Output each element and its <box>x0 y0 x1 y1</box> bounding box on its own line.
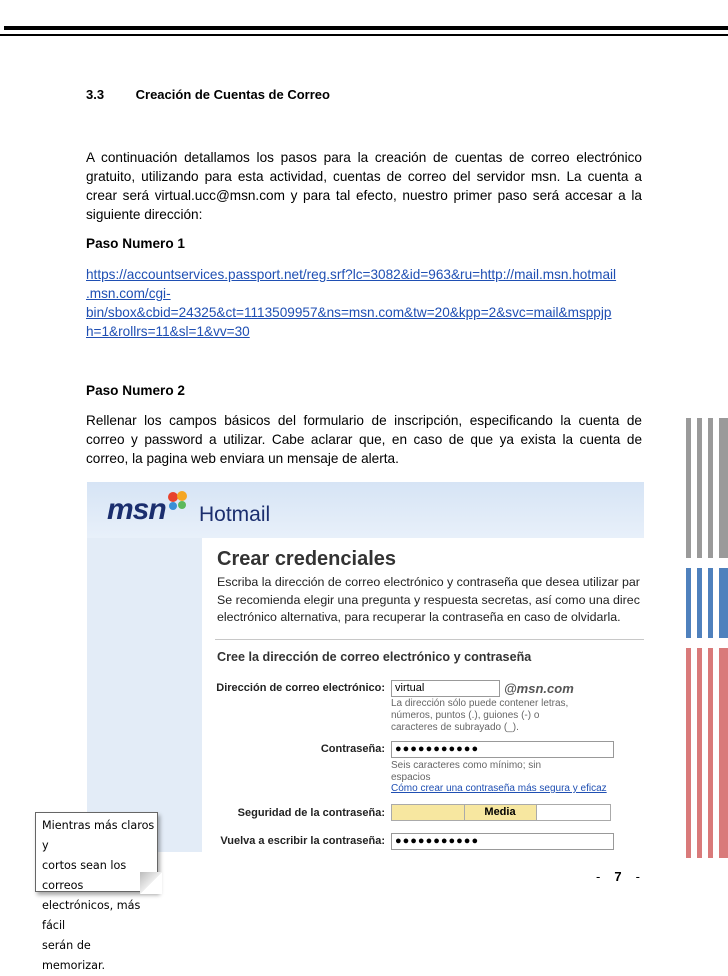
strength-cell <box>392 805 465 820</box>
page-header-bar <box>0 0 728 36</box>
confirm-password-label: Vuelva a escribir la contraseña: <box>220 835 385 847</box>
password-hint <box>391 760 541 784</box>
url-line: bin/sbox&cbid=24325&ct=1113509957&ns=msn.com&tw=20&kpp=2&svc=mail&msppjp <box>86 305 612 320</box>
page-dash: - <box>635 869 640 884</box>
step1-title: Paso Numero 1 <box>86 236 185 251</box>
strength-label: Seguridad de la contraseña: <box>237 807 385 819</box>
form-intro <box>217 574 644 627</box>
hint-line: espacios <box>391 772 431 783</box>
side-tab-gray <box>684 418 728 558</box>
intro-paragraph: A continuación detallamos los pasos para la creación de cuentas de correo electrónico gratuito, utilizando para esta actividad, cuentas de correo del servidor msn. La cuenta a crear será virtual.ucc@msn.com y para tal efecto, nuestro primer paso será accesar a la siguiente dirección: <box>86 150 642 222</box>
page-dash: - <box>596 869 601 884</box>
form-title: Crear credenciales <box>217 548 397 570</box>
msn-logo: msn <box>107 493 166 526</box>
intro-line: Se recomienda elegir una pregunta y respuesta secretas, así como una direc <box>217 592 640 607</box>
intro-line: Escriba la dirección de correo electrónico y contraseña que desea utilizar par <box>217 575 640 589</box>
page-number <box>596 869 640 884</box>
hotmail-logo: Hotmail <box>199 503 271 526</box>
callout-line: serán de memorizar. <box>42 939 106 972</box>
url-line: https://accountservices.passport.net/reg.srf?lc=3082&id=963&ru=http://mail.msn.hotmail <box>86 267 617 282</box>
email-domain: @msn.com <box>504 681 574 696</box>
email-field[interactable]: virtual <box>391 680 500 697</box>
callout-line: electrónicos, más fácil <box>42 899 141 932</box>
divider <box>215 639 644 640</box>
form-subtitle: Cree la dirección de correo electrónico y contraseña <box>217 650 532 664</box>
hint-line: La dirección sólo puede contener letras, <box>391 698 569 709</box>
password-help-link[interactable]: Cómo crear una contraseña más segura y eficaz <box>391 783 607 794</box>
hint-line: Seis caracteres como mínimo; sin <box>391 760 542 771</box>
side-tab-red <box>684 648 728 858</box>
password-strength-meter <box>391 804 611 821</box>
callout-line: cortos sean los correos <box>42 859 127 892</box>
callout-line: Mientras más claros y <box>42 819 155 852</box>
email-label: Dirección de correo electrónico: <box>216 682 385 694</box>
page-number-value: 7 <box>614 869 622 884</box>
strength-value: Media <box>464 805 537 820</box>
left-column <box>87 538 202 852</box>
callout-page-curl <box>140 872 162 894</box>
url-line: .msn.com/cgi- <box>86 286 171 301</box>
password-field[interactable]: ●●●●●●●●●●● <box>391 741 614 758</box>
step2-title: Paso Numero 2 <box>86 383 185 398</box>
butterfly-icon <box>167 490 189 512</box>
section-title: Creación de Cuentas de Correo <box>135 87 330 102</box>
step1-url[interactable] <box>86 265 646 341</box>
step2-paragraph: Rellenar los campos básicos del formulario de inscripción, especificando la cuenta de correo y password a utilizar. Cabe aclarar que, en caso de que ya exista la cuenta de correo, la pagina web enviara un mensaje de alerta. <box>86 413 642 466</box>
url-line: h=1&rollrs=11&sl=1&vv=30 <box>86 324 250 339</box>
email-hint <box>391 698 568 734</box>
confirm-password-field[interactable]: ●●●●●●●●●●● <box>391 833 614 850</box>
hint-line: números, puntos (.), guiones (-) o <box>391 710 540 721</box>
password-label: Contraseña: <box>320 743 385 755</box>
section-heading <box>86 87 330 102</box>
strength-cell <box>537 805 610 820</box>
hint-line: caracteres de subrayado (_). <box>391 722 519 733</box>
section-number: 3.3 <box>86 87 105 102</box>
side-tab-blue <box>684 568 728 638</box>
hotmail-signup-screenshot <box>87 482 644 852</box>
intro-line: electrónico alternativa, para recuperar la contraseña en caso de olvidarla. <box>217 610 621 624</box>
signup-form <box>215 538 644 852</box>
msn-header <box>87 482 644 538</box>
